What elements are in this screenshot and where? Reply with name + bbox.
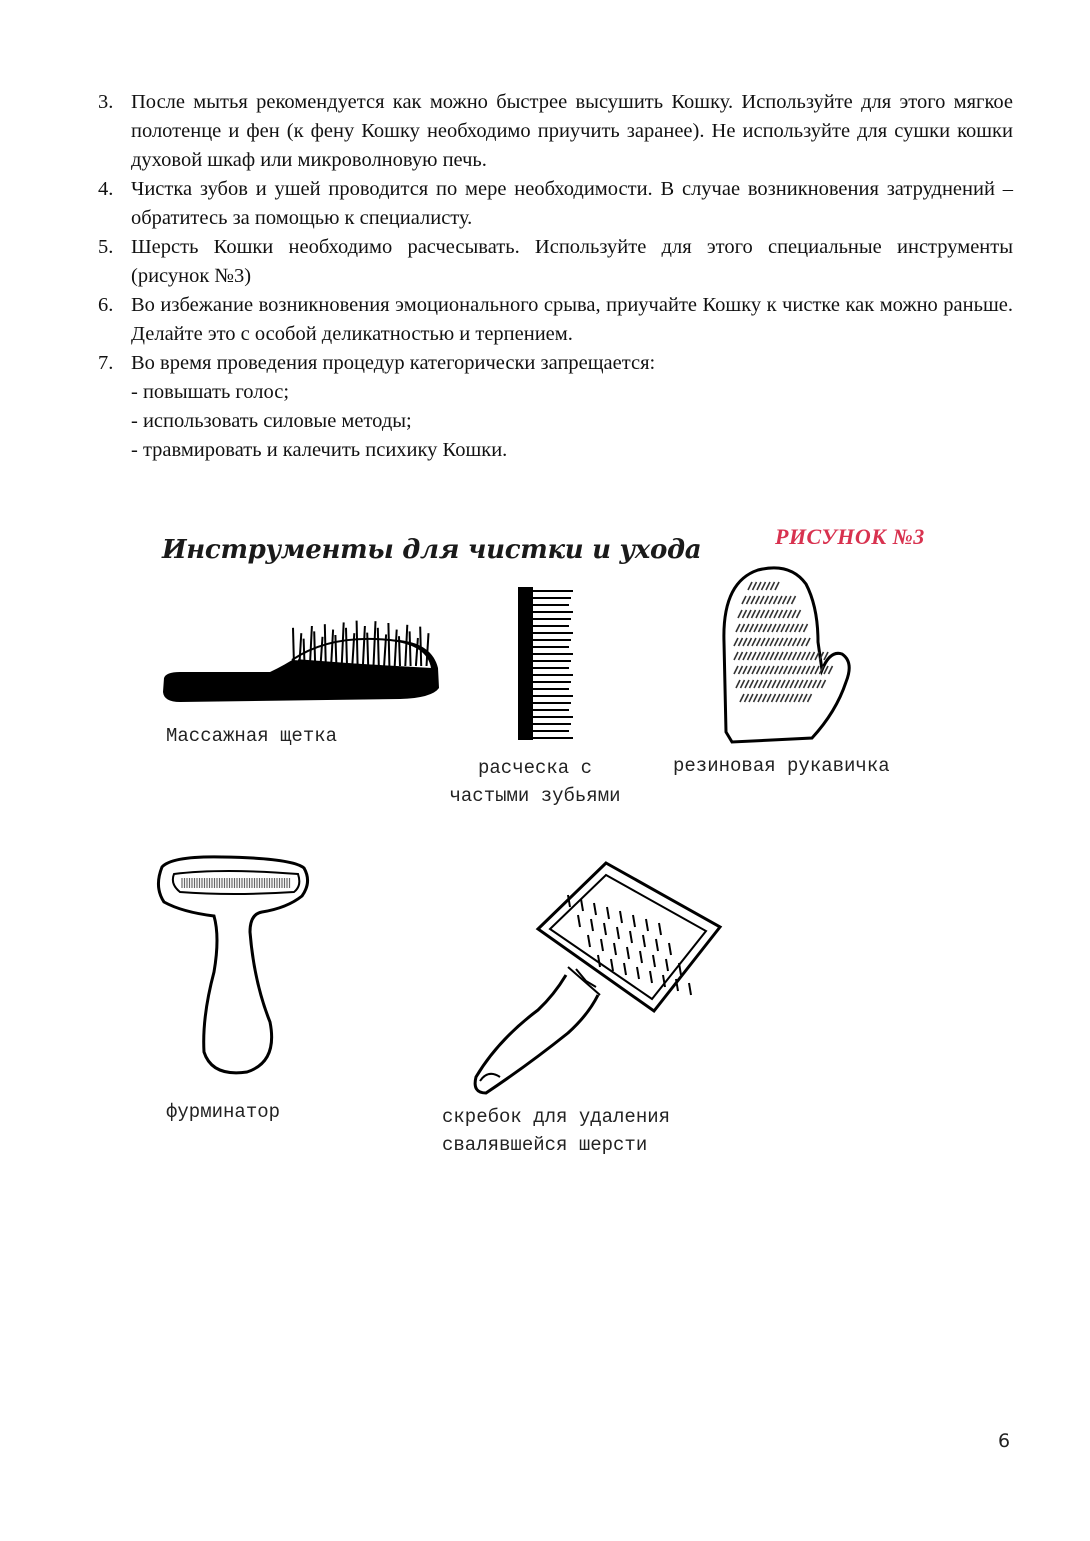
rubber-glove-caption: резиновая рукавичка — [673, 755, 890, 777]
item-text: Чистка зубов и ушей проводится по мере необходимости. В случае возникновения затруднений – обратитесь за помощью к специалисту. — [131, 178, 1013, 229]
comb-icon — [515, 585, 580, 745]
instruction-item — [98, 291, 1013, 349]
prohibition-item: - использовать силовые методы; — [131, 410, 412, 432]
item-text: Во избежание возникновения эмоционального срыва, приучайте Кошку к чистке как можно раньше. Делайте это с особой деликатностью и терпением. — [131, 294, 1013, 345]
slicker-brush-caption — [442, 1103, 670, 1159]
figure-reference: РИСУНОК №3 — [775, 524, 925, 549]
slicker-caption-line-1: скребок для удаления — [442, 1106, 671, 1128]
prohibitions-list — [131, 378, 1013, 465]
page-number: 6 — [998, 1430, 1011, 1452]
prohibition-item: - повышать голос; — [131, 381, 290, 403]
instruction-item — [98, 88, 1013, 175]
prohibition-item: - травмировать и калечить психику Кошки. — [131, 439, 508, 461]
item-number: 5. — [98, 236, 114, 258]
instruction-item — [98, 175, 1013, 233]
item-number: 7. — [98, 352, 114, 374]
slicker-caption-line-2: свалявшейся шерсти — [442, 1134, 648, 1156]
comb-caption-line-2: частыми зубьями — [449, 785, 621, 807]
item-text: После мытья рекомендуется как можно быстрее высушить Кошку. Используйте для этого мягкое полотенце и фен (к фену Кошку необходимо приучить заранее). Не используйте для сушки кошки духовой шкаф или микроволновую печь. — [131, 91, 1013, 171]
massage-brush-icon — [160, 610, 445, 705]
comb-caption — [410, 754, 660, 810]
figure-title: Инструменты для чистки и ухода — [162, 535, 702, 565]
instruction-item — [98, 233, 1013, 291]
item-number: 3. — [98, 91, 114, 113]
grooming-tools-figure — [0, 500, 1090, 1200]
furminator-icon — [152, 852, 317, 1082]
instruction-item — [98, 349, 1013, 465]
comb-caption-line-1: расческа с — [477, 757, 593, 779]
furminator-caption: фурминатор — [166, 1101, 281, 1123]
rubber-glove-icon — [718, 562, 858, 747]
massage-brush-caption: Массажная щетка — [166, 725, 338, 747]
item-number: 4. — [98, 178, 114, 200]
item-text: Шерсть Кошки необходимо расчесывать. Используйте для этого специальные инструменты (рисунок №3) — [131, 236, 1013, 287]
item-text: Во время проведения процедур категорически запрещается: — [131, 352, 656, 374]
item-number: 6. — [98, 294, 114, 316]
care-instructions-list — [98, 88, 1013, 465]
slicker-brush-icon — [458, 855, 728, 1095]
